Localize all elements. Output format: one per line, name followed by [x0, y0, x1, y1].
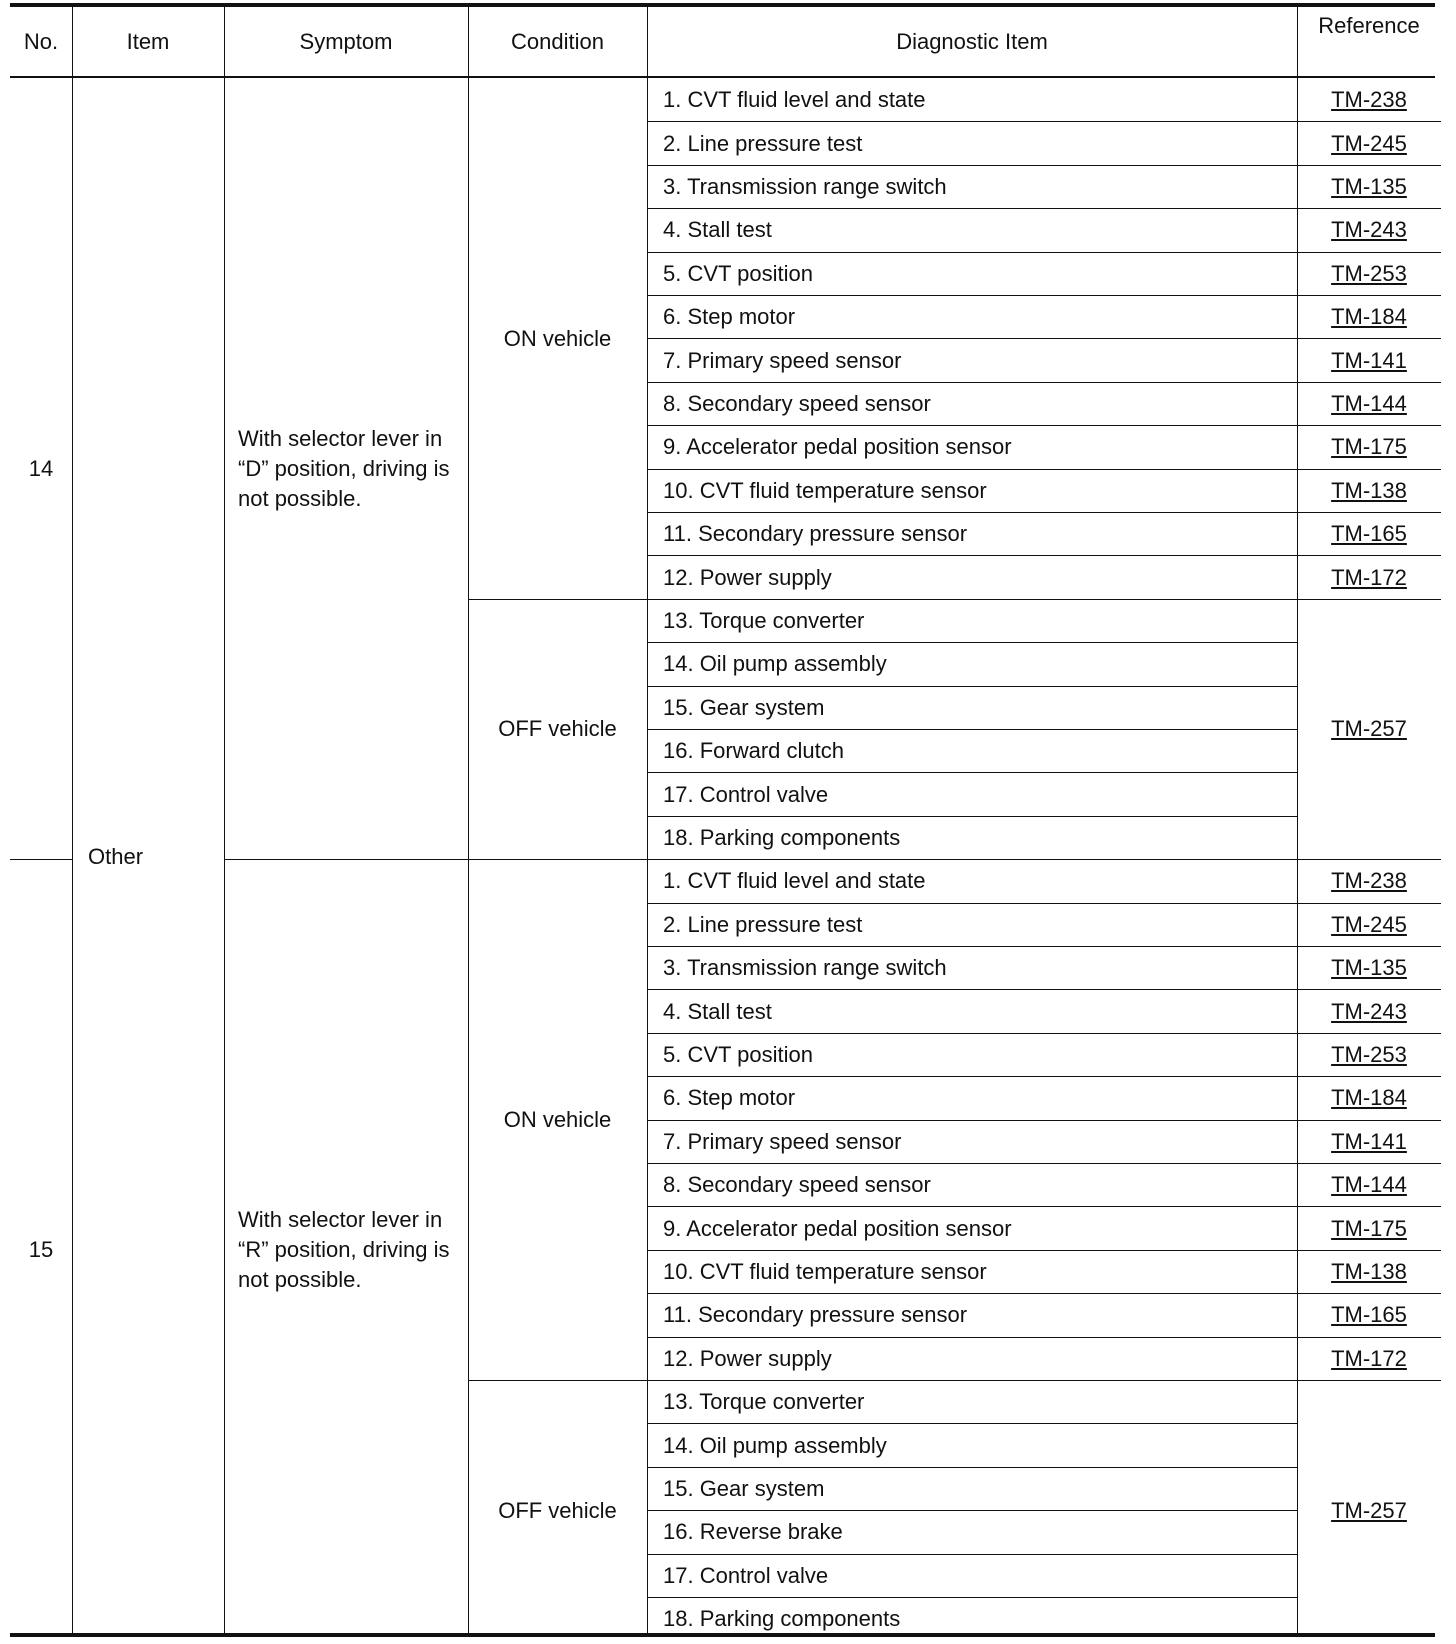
- row-divider: [647, 1337, 1441, 1338]
- row-divider: [647, 1293, 1441, 1294]
- diagnostic-item: 10. CVT fluid temperature sensor: [663, 477, 987, 503]
- row-divider: [647, 1076, 1441, 1077]
- column-divider: [72, 7, 73, 1633]
- condition-on-vehicle: ON vehicle: [503, 1107, 612, 1133]
- diagnostic-item: 17. Control valve: [663, 1562, 829, 1588]
- reference-link[interactable]: TM-253: [1331, 1041, 1407, 1067]
- reference-link[interactable]: TM-138: [1331, 1258, 1407, 1284]
- row-divider: [647, 1120, 1441, 1121]
- row-divider: [647, 729, 1297, 730]
- row-number: 15: [28, 1237, 54, 1263]
- diagnostic-item: 7. Primary speed sensor: [663, 1128, 902, 1154]
- diagnostic-item: 3. Transmission range switch: [663, 173, 947, 199]
- reference-link[interactable]: TM-144: [1331, 1172, 1407, 1198]
- row-divider: [647, 469, 1441, 470]
- diagnostic-item: 6. Step motor: [663, 1085, 796, 1111]
- reference-link[interactable]: TM-172: [1331, 564, 1407, 590]
- condition-off-vehicle: OFF vehicle: [498, 716, 617, 742]
- diagnostic-item: 16. Reverse brake: [663, 1519, 843, 1545]
- reference-link[interactable]: TM-135: [1331, 173, 1407, 199]
- condition-off-vehicle: OFF vehicle: [498, 1497, 617, 1523]
- reference-link[interactable]: TM-257: [1331, 1497, 1407, 1523]
- symptom-text: With selector lever in “R” position, driving is not possible.: [238, 1207, 450, 1292]
- diagnostic-item: 15. Gear system: [663, 694, 825, 720]
- header-diagnostic-item: Diagnostic Item: [896, 29, 1048, 54]
- header-item: Item: [126, 29, 170, 54]
- row-divider: [647, 1467, 1297, 1468]
- diagnostic-item: 9. Accelerator pedal position sensor: [663, 1215, 1012, 1241]
- diagnostic-item: 12. Power supply: [663, 1345, 832, 1371]
- reference-link[interactable]: TM-245: [1331, 911, 1407, 937]
- reference-link[interactable]: TM-257: [1331, 716, 1407, 742]
- diagnostic-item: 12. Power supply: [663, 564, 832, 590]
- diagnostic-item: 3. Transmission range switch: [663, 955, 947, 981]
- reference-link[interactable]: TM-238: [1331, 868, 1407, 894]
- reference-link[interactable]: TM-184: [1331, 1085, 1407, 1111]
- reference-link[interactable]: TM-245: [1331, 130, 1407, 156]
- diagnostic-item: 5. CVT position: [663, 260, 814, 286]
- reference-link[interactable]: TM-135: [1331, 955, 1407, 981]
- reference-link[interactable]: TM-175: [1331, 434, 1407, 460]
- reference-link[interactable]: TM-138: [1331, 477, 1407, 503]
- reference-link[interactable]: TM-253: [1331, 260, 1407, 286]
- diagnostic-item: 14. Oil pump assembly: [663, 651, 887, 677]
- diagnostic-item: 1. CVT fluid level and state: [663, 868, 926, 894]
- reference-link[interactable]: TM-243: [1331, 217, 1407, 243]
- row-divider: [647, 772, 1297, 773]
- diagnostic-item: 6. Step motor: [663, 304, 796, 330]
- reference-link[interactable]: TM-141: [1331, 347, 1407, 373]
- symptom-text: With selector lever in “D” position, driving is not possible.: [238, 425, 450, 511]
- row-divider: [647, 555, 1441, 556]
- row-divider: [647, 1163, 1441, 1164]
- reference-link[interactable]: TM-141: [1331, 1128, 1407, 1154]
- reference-link[interactable]: TM-184: [1331, 304, 1407, 330]
- reference-link[interactable]: TM-238: [1331, 87, 1407, 113]
- row-divider: [647, 165, 1441, 166]
- row-divider: [647, 252, 1441, 253]
- column-divider: [224, 7, 225, 1633]
- row-divider: [647, 989, 1441, 990]
- diagnostic-item: 7. Primary speed sensor: [663, 347, 902, 373]
- row-divider: [647, 208, 1441, 209]
- row-divider: [647, 686, 1297, 687]
- diagnostic-item: 18. Parking components: [663, 824, 901, 850]
- diagnostic-item: 15. Gear system: [663, 1475, 825, 1501]
- row-divider: [647, 338, 1441, 339]
- row-divider: [647, 816, 1297, 817]
- diagnostic-item: 2. Line pressure test: [663, 911, 863, 937]
- diagnostic-item: 8. Secondary speed sensor: [663, 390, 931, 416]
- item-other: Other: [88, 843, 144, 869]
- row-divider: [647, 1554, 1297, 1555]
- header-no: No.: [23, 29, 59, 54]
- row-divider: [647, 295, 1441, 296]
- row-divider: [647, 512, 1441, 513]
- diagnostic-item: 16. Forward clutch: [663, 738, 844, 764]
- reference-link[interactable]: TM-144: [1331, 390, 1407, 416]
- row-divider: [647, 121, 1441, 122]
- row-divider: [647, 1250, 1441, 1251]
- group-divider: [10, 859, 72, 860]
- diagnostic-item: 13. Torque converter: [663, 607, 865, 633]
- reference-link[interactable]: TM-172: [1331, 1345, 1407, 1371]
- row-divider: [647, 1206, 1441, 1207]
- row-divider: [647, 1597, 1297, 1598]
- diagnostic-item: 14. Oil pump assembly: [663, 1432, 887, 1458]
- row-divider: [647, 425, 1441, 426]
- diagnostic-item: 13. Torque converter: [663, 1389, 865, 1415]
- row-number: 14: [28, 456, 54, 482]
- reference-link[interactable]: TM-175: [1331, 1215, 1407, 1241]
- reference-link[interactable]: TM-243: [1331, 998, 1407, 1024]
- diagnostic-item: 17. Control valve: [663, 781, 829, 807]
- row-divider: [647, 1033, 1441, 1034]
- diagnostic-item: 8. Secondary speed sensor: [663, 1172, 931, 1198]
- condition-on-vehicle: ON vehicle: [503, 325, 612, 351]
- diagnostic-item: 9. Accelerator pedal position sensor: [663, 434, 1012, 460]
- row-divider: [647, 642, 1297, 643]
- diagnostic-item: 11. Secondary pressure sensor: [663, 521, 968, 547]
- header-condition: Condition: [511, 29, 604, 54]
- reference-link[interactable]: TM-165: [1331, 1302, 1407, 1328]
- header-reference: Reference: [1318, 13, 1420, 38]
- row-divider: [647, 1510, 1297, 1511]
- diagnostic-item: 2. Line pressure test: [663, 130, 863, 156]
- header-symptom: Symptom: [299, 29, 393, 54]
- diagnostic-item: 10. CVT fluid temperature sensor: [663, 1258, 987, 1284]
- reference-link[interactable]: TM-165: [1331, 521, 1407, 547]
- diagnostic-item: 18. Parking components: [663, 1606, 901, 1632]
- diagnostic-item: 4. Stall test: [663, 998, 772, 1024]
- row-divider: [647, 946, 1441, 947]
- diagnostic-item: 1. CVT fluid level and state: [663, 87, 926, 113]
- row-divider: [647, 382, 1441, 383]
- diagnostic-item: 11. Secondary pressure sensor: [663, 1302, 968, 1328]
- diagnostic-item: 4. Stall test: [663, 217, 772, 243]
- diagnostic-item: 5. CVT position: [663, 1041, 814, 1067]
- row-divider: [647, 1423, 1297, 1424]
- row-divider: [647, 903, 1441, 904]
